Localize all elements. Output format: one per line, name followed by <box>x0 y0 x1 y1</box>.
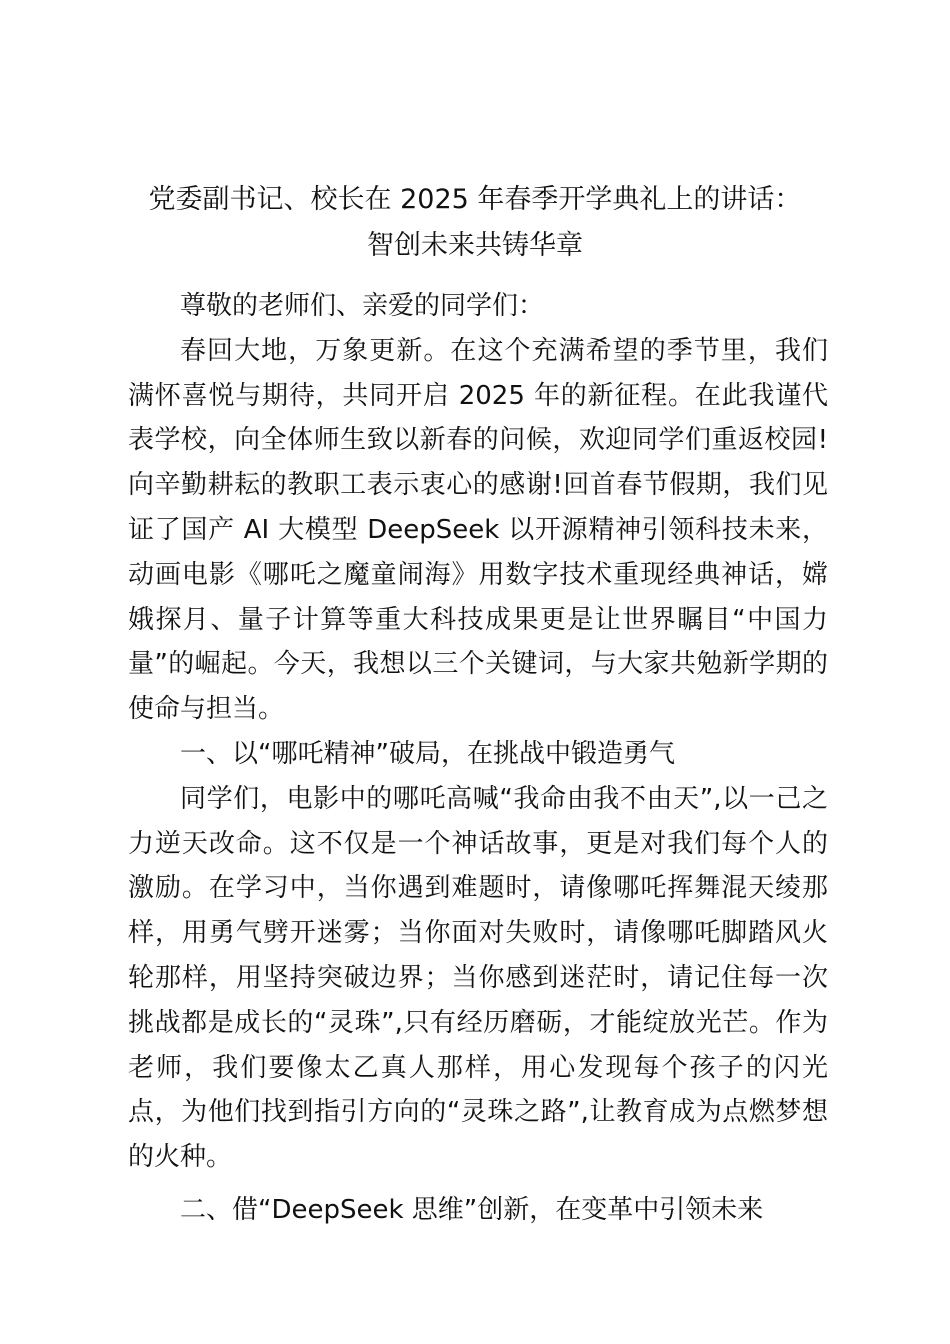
paragraph-opening: 春回大地，万象更新。在这个充满希望的季节里，我们满怀喜悦与期待，共同开启 2025 年的新征程。在此我谨代表学校，向全体师生致以新春的问候，欢迎同学们重返校园!向辛勤耕耘的教职工表示衷心的感谢!回首春节假期，我们见证了国产 AI 大模型 DeepSeek 以开源精神引领科技未来，动画电影《哪吒之魔童闹海》用数字技术重现经典神话，嫦娥探月、量子计算等重大科技成果更是让世界瞩目“中国力量”的崛起。今天，我想以三个关键词，与大家共勉新学期的使命与担当。 <box>128 335 828 725</box>
document-title-line-1: 党委副书记、校长在 2025 年春季开学典礼上的讲话： <box>148 184 802 215</box>
paragraph-section-1: 同学们，电影中的哪吒高喊“我命由我不由天”,以一己之力逆天改命。这不仅是一个神话故事，更是对我们每个人的激励。在学习中，当你遇到难题时，请像哪吒挥舞混天绫那样，用勇气劈开迷雾；当你面对失败时，请像哪吒脚踏风火轮那样，用坚持突破边界；当你感到迷茫时，请记住每一次挑战都是成长的“灵珠”,只有经历磨砺，才能绽放光芒。作为老师，我们要像太乙真人那样，用心发现每个孩子的闪光点，为他们找到指引方向的“灵珠之路”,让教育成为点燃梦想的火种。 <box>128 783 828 1173</box>
section-heading-2: 二、借“DeepSeek 思维”创新，在变革中引领未来 <box>180 1194 764 1225</box>
salutation: 尊敬的老师们、亲爱的同学们： <box>180 291 545 321</box>
document-title-line-2: 智创未来共铸华章 <box>367 230 583 261</box>
section-heading-1: 一、以“哪吒精神”破局，在挑战中锻造勇气 <box>180 738 675 769</box>
document-body <box>128 284 828 1233</box>
